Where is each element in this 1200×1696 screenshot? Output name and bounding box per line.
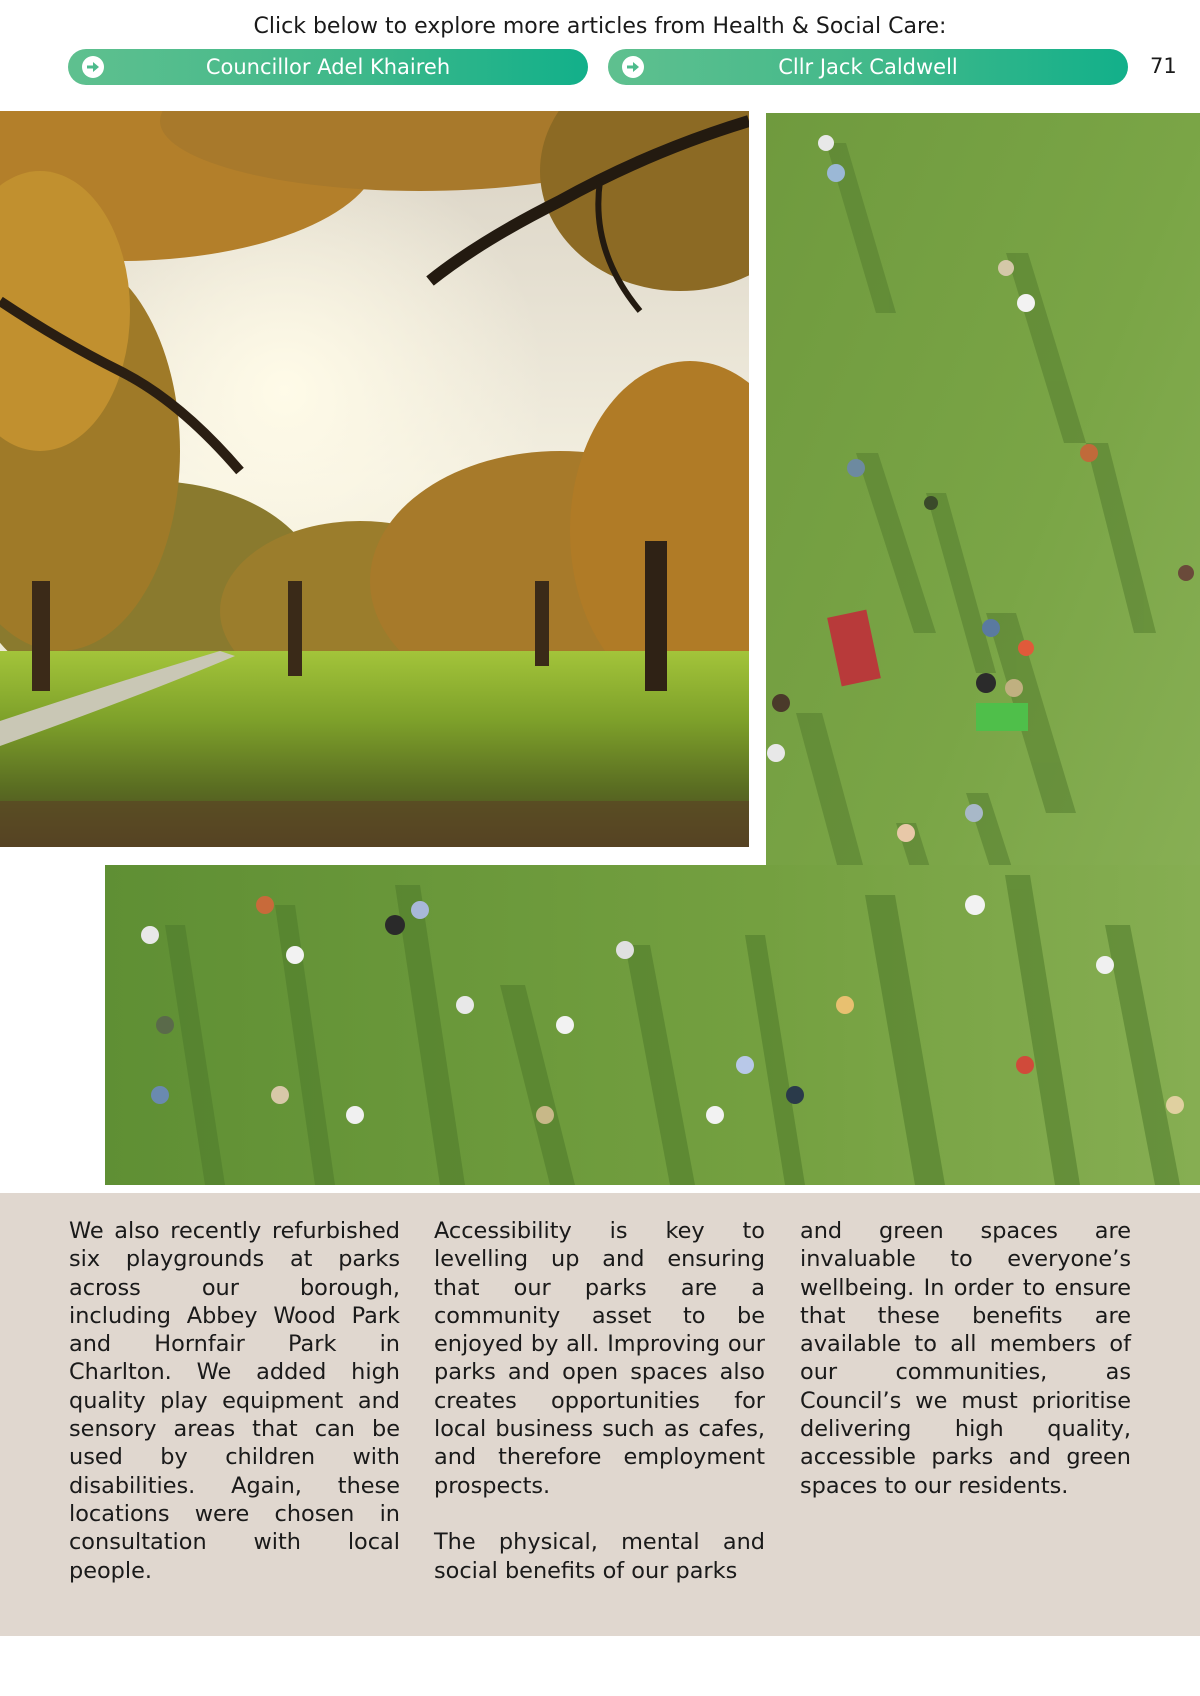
article-link-label: Councillor Adel Khaireh	[205, 55, 451, 79]
body-paragraph: The physical, mental and social benefits of our parks	[434, 1529, 765, 1584]
article-link-label: Cllr Jack Caldwell	[778, 55, 958, 79]
article-link-button-adel-khaireh[interactable]	[68, 49, 588, 85]
body-column-2	[434, 1217, 765, 1585]
arrow-right-circle-icon	[81, 55, 105, 79]
body-paragraph: and green spaces are invaluable to everyone’s wellbeing. In order to ensure that these benefits are available to all members of our communities, as Council’s we must prioritise delivering high quality, accessible parks and green spaces to our residents.	[800, 1218, 1131, 1499]
body-column-1	[69, 1217, 400, 1585]
explore-heading: Click below to explore more articles from Health & Social Care:	[253, 14, 947, 39]
body-paragraph: We also recently refurbished six playgrounds at parks across our borough, including Abbey Wood Park and Hornfair Park in Charlton. We added high quality play equipment and sensory areas that can be used by children with disabilities. Again, these locations were chosen in consultation with local people.	[69, 1218, 400, 1584]
arrow-right-circle-icon	[621, 55, 645, 79]
body-column-3	[800, 1217, 1131, 1500]
body-paragraph: Accessibility is key to levelling up and ensuring that our parks are a community asset to be enjoyed by all. Improving our parks and open spaces also creates opportunities for local business such as cafes, and therefore employment prospects.	[434, 1218, 765, 1499]
page-number: 71	[1150, 54, 1177, 78]
article-link-button-jack-caldwell[interactable]	[608, 49, 1128, 85]
autumn-park-photo	[0, 111, 749, 847]
aerial-park-photo-bottom	[105, 865, 1200, 1185]
